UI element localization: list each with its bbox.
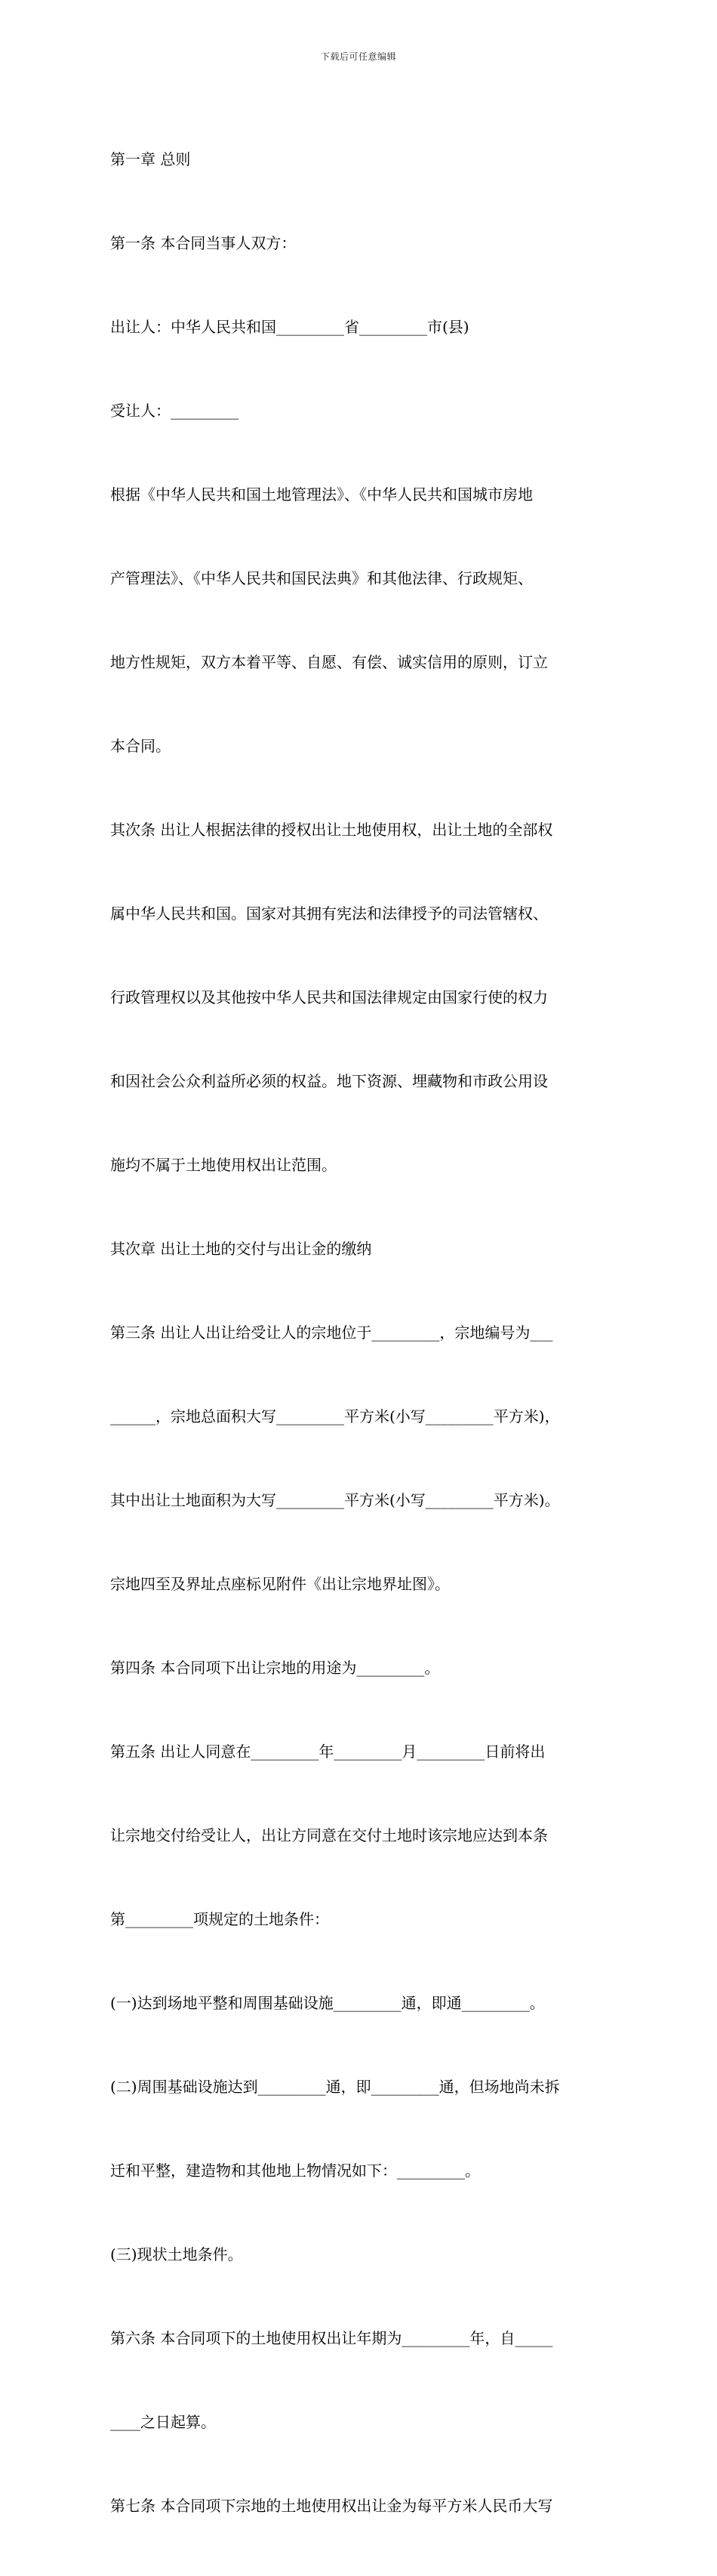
paragraph-line: 本合同。 [110, 737, 171, 755]
paragraph-line: 第三条 出让人出让给受让人的宗地位于_________，宗地编号为___ [110, 1323, 553, 1342]
page-header: 下载后可任意编辑 [320, 51, 396, 62]
paragraph-line: 行政管理权以及其他按中华人民共和国法律规定由国家行使的权力 [110, 988, 548, 1006]
paragraph-line: 第四条 本合同项下出让宗地的用途为_________。 [110, 1659, 440, 1677]
paragraph-line: 第_________项规定的土地条件： [110, 1910, 329, 1928]
paragraph-line: 让宗地交付给受让人，出让方同意在交付土地时该宗地应达到本条 [110, 1826, 548, 1844]
paragraph-line: 第一条 本合同当事人双方： [110, 234, 297, 252]
chapter-heading: 其次章 出让土地的交付与出让金的缴纳 [110, 1240, 372, 1258]
paragraph-line: ______，宗地总面积大写_________平方米(小写_________平方米)， [110, 1407, 560, 1425]
paragraph-line: 受让人：_________ [110, 402, 238, 420]
paragraph-line: (三)现状土地条件。 [110, 2245, 243, 2263]
paragraph-line: (二)周围基础设施达到_________通，即_________通，但场地尚未拆 [110, 2078, 560, 2096]
paragraph-line: 出让人：中华人民共和国_________省_________市(县) [110, 318, 469, 336]
paragraph-line: 其中出让土地面积为大写_________平方米(小写_________平方米)。 [110, 1491, 560, 1509]
paragraph-line: 第七条 本合同项下宗地的土地使用权出让金为每平方米人民币大写 [110, 2497, 553, 2515]
document-body [110, 90, 616, 2576]
paragraph-line: 和因社会公众利益所必须的权益。地下资源、埋藏物和市政公用设 [110, 1072, 548, 1090]
paragraph-line: (一)达到场地平整和周围基础设施_________通，即通_________。 [110, 1994, 545, 2012]
paragraph-line: 迁和平整，建造物和其他地上物情况如下：_________。 [110, 2162, 480, 2180]
paragraph-line: 属中华人民共和国。国家对其拥有宪法和法律授予的司法管辖权、 [110, 904, 548, 923]
paragraph-line: 其次条 出让人根据法律的授权出让土地使用权，出让土地的全部权 [110, 821, 553, 839]
paragraph-line: 宗地四至及界址点座标见附件《出让宗地界址图》。 [110, 1575, 450, 1593]
paragraph-line: 第六条 本合同项下的土地使用权出让年期为_________年，自_____ [110, 2329, 553, 2347]
paragraph-line: ____之日起算。 [110, 2413, 216, 2431]
paragraph-line: 第五条 出让人同意在_________年_________月_________日前将出 [110, 1742, 546, 1761]
paragraph-line: 施均不属于土地使用权出让范围。 [110, 1156, 337, 1174]
paragraph-line: 根据《中华人民共和国土地管理法》、《中华人民共和国城市房地 [110, 485, 533, 504]
paragraph-line: 产管理法》、《中华人民共和国民法典》和其他法律、行政规矩、 [110, 569, 533, 587]
chapter-heading: 第一章 总则 [110, 150, 191, 168]
paragraph-line: 地方性规矩，双方本着平等、自愿、有偿、诚实信用的原则，订立 [110, 653, 548, 671]
